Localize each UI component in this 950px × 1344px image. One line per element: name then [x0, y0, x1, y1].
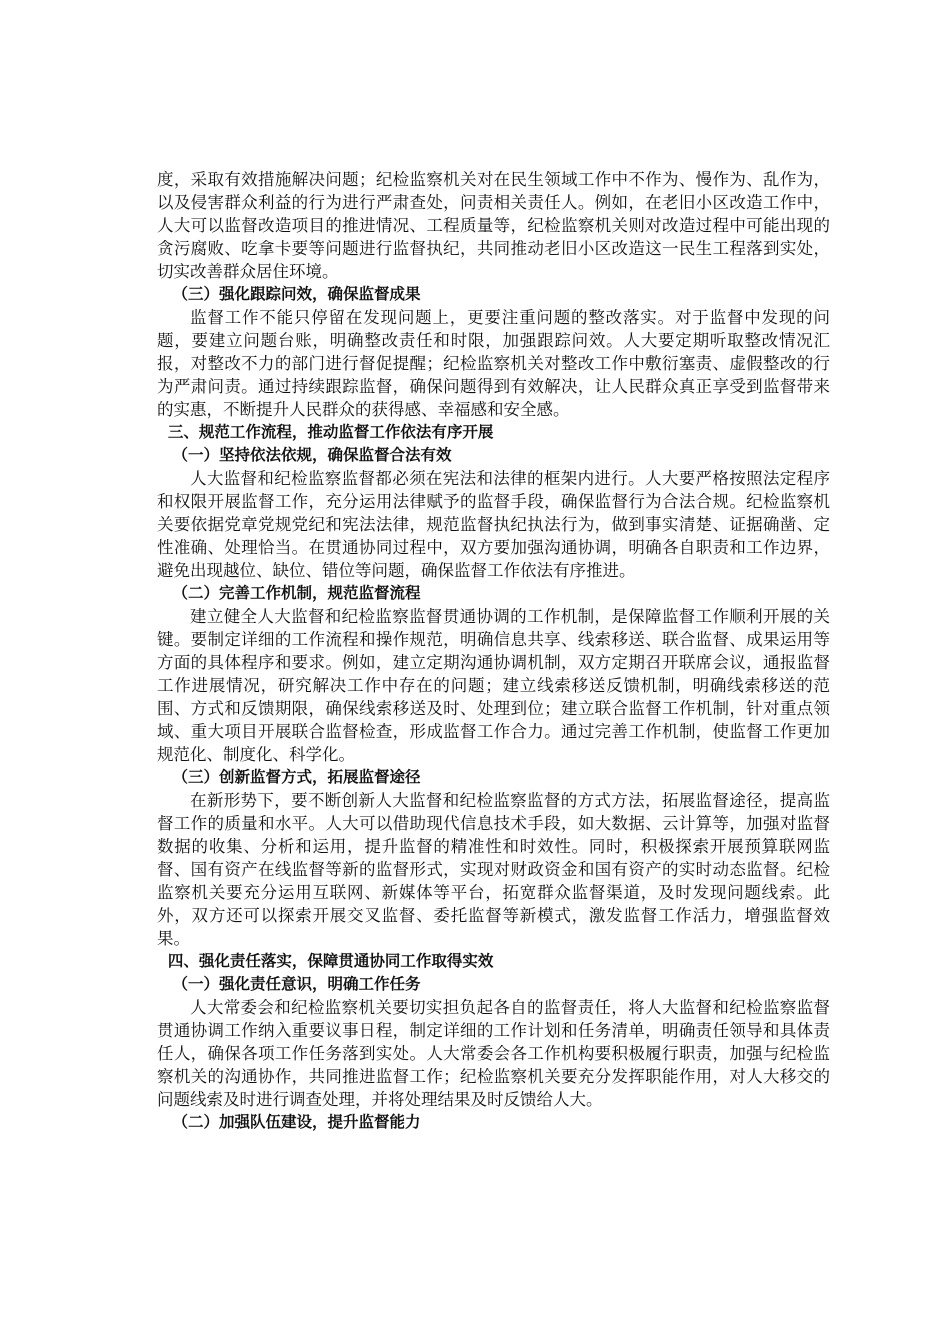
document-body [157, 168, 830, 1134]
paragraph: 人大常委会和纪检监察机关要切实担负起各自的监督责任，将人大监督和纪检监察监督贯通协调工作纳入重要议事日程，制定详细的工作计划和任务清单，明确责任领导和具体责任人，确保各项工作任务落到实处。人大常委会各工作机构要积极履行职责，加强与纪检监察机关的沟通协作，共同推进监督工作；纪检监察机关要充分发挥职能作用，对人大移交的问题线索及时进行调查处理，并将处理结果及时反馈给人大。 [157, 998, 830, 1109]
paragraph: 监督工作不能只停留在发现问题上，更要注重问题的整改落实。对于监督中发现的问题，要建立问题台账，明确整改责任和时限，加强跟踪问效。人大要定期听取整改情况汇报，对整改不力的部门进行督促提醒；纪检监察机关对整改工作中敷衍塞责、虚假整改的行为严肃问责。通过持续跟踪监督，确保问题得到有效解决，让人民群众真正享受到监督带来的实惠，不断提升人民群众的获得感、幸福感和安全感。 [157, 308, 830, 419]
paragraph: 在新形势下，要不断创新人大监督和纪检监察监督的方式方法，拓展监督途径，提高监督工作的质量和水平。人大可以借助现代信息技术手段，如大数据、云计算等，加强对监督数据的收集、分析和运用，提升监督的精准性和时效性。同时，积极探索开展预算联网监督、国有资产在线监督等新的监督形式，实现对财政资金和国有资产的实时动态监督。纪检监察机关要充分运用互联网、新媒体等平台，拓宽群众监督渠道，及时发现问题线索。此外，双方还可以探索开展交叉监督、委托监督等新模式，激发监督工作活力，增强监督效果。 [157, 791, 830, 948]
section-heading: （一）坚持依法依规，确保监督合法有效 [172, 446, 452, 464]
section-heading: （二）完善工作机制，规范监督流程 [172, 584, 421, 602]
section-heading: （三）创新监督方式，拓展监督途径 [172, 768, 421, 786]
chapter-heading: 四、强化责任落实，保障贯通协同工作取得实效 [167, 952, 494, 970]
section-heading: （一）强化责任意识，明确工作任务 [172, 975, 421, 993]
section-heading: （三）强化跟踪问效，确保监督成果 [172, 285, 421, 303]
section-heading: （二）加强队伍建设，提升监督能力 [172, 1113, 421, 1131]
paragraph: 度，采取有效措施解决问题；纪检监察机关对在民生领域工作中不作为、慢作为、乱作为，以及侵害群众利益的行为进行严肃查处，问责相关责任人。例如，在老旧小区改造工作中，人大可以监督改造项目的推进情况、工程质量等，纪检监察机关则对改造过程中可能出现的贪污腐败、吃拿卡要等问题进行监督执纪，共同推动老旧小区改造这一民生工程落到实处，切实改善群众居住环境。 [157, 170, 830, 281]
paragraph: 建立健全人大监督和纪检监察监督贯通协调的工作机制，是保障监督工作顺利开展的关键。要制定详细的工作流程和操作规范，明确信息共享、线索移送、联合监督、成果运用等方面的具体程序和要求。例如，建立定期沟通协调机制，双方定期召开联席会议，通报监督工作进展情况，研究解决工作中存在的问题；建立线索移送反馈机制，明确线索移送的范围、方式和反馈期限，确保线索移送及时、处理到位；建立联合监督工作机制，针对重点领域、重大项目开展联合监督检查，形成监督工作合力。通过完善工作机制，使监督工作更加规范化、制度化、科学化。 [157, 607, 830, 764]
paragraph: 人大监督和纪检监察监督都必须在宪法和法律的框架内进行。人大要严格按照法定程序和权限开展监督工作，充分运用法律赋予的监督手段，确保监督行为合法合规。纪检监察机关要依据党章党规党纪和宪法法律，规范监督执纪执法行为，做到事实清楚、证据确凿、定性准确、处理恰当。在贯通协同过程中，双方要加强沟通协调，明确各自职责和工作边界，避免出现越位、缺位、错位等问题，确保监督工作依法有序推进。 [157, 469, 830, 580]
chapter-heading: 三、规范工作流程，推动监督工作依法有序开展 [167, 423, 494, 441]
